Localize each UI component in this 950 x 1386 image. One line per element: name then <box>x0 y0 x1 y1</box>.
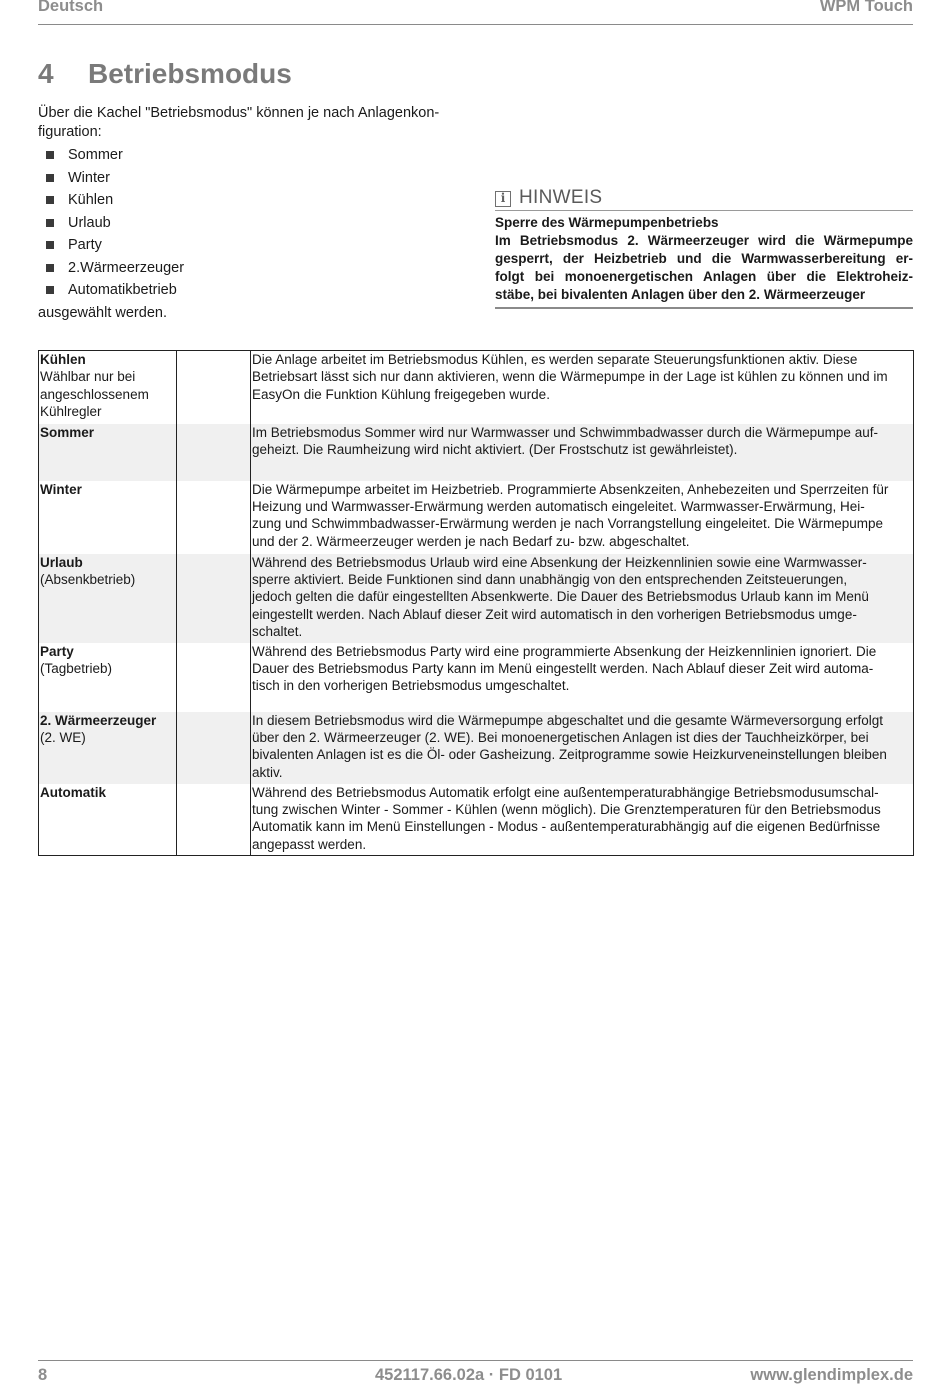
list-item: Winter <box>44 169 184 192</box>
hinweis-note <box>495 188 913 309</box>
empty-cell <box>177 712 251 784</box>
empty-cell <box>177 351 251 424</box>
mode-description: Während des Betriebsmodus Automatik erfolgt eine außentemperaturabhängige Betriebsmodusumschal- tung zwischen Winter - Sommer - Kühlen (wenn möglich). Die Grenztemperaturen für den Betriebsmodus Automatik kann im Menü Einstellungen - Modus - außentemperaturabhängig auf die eigenen Bedürfnisse angepasst werden. <box>251 784 914 856</box>
bullet-square-icon <box>46 264 54 272</box>
mode-description: Während des Betriebsmodus Urlaub wird eine Absenkung der Heizkennlinien sowie eine Warmwasser- sperre aktiviert. Beide Funktionen sind dann unabhängig von den entsprechenden Zeitsteuerungen, jedoch gelten die dafür eingestellten Absenkwerte. Die Dauer des Betriebsmodus Urlaub kann im Menü eingestellt werden. Nach Ablauf dieser Zeit wird automatisch in den vorherigen Betriebsmodus umge- schaltet. <box>251 554 914 643</box>
list-item: Sommer <box>44 146 184 169</box>
empty-cell <box>177 481 251 554</box>
bullet-square-icon <box>46 151 54 159</box>
mode-name: Urlaub <box>40 554 83 570</box>
table-row <box>39 351 914 424</box>
note-heading: Sperre des Wärmepumpenbetriebs <box>495 215 719 230</box>
intro-paragraph <box>38 104 463 142</box>
note-line: Im Betriebsmodus 2. Wärmeerzeuger wird die Wärmepumpe <box>495 233 913 248</box>
empty-cell <box>177 643 251 712</box>
bullet-square-icon <box>46 219 54 227</box>
mode-name: Winter <box>40 481 82 497</box>
bullet-square-icon <box>46 174 54 182</box>
intro-closing: ausgewählt werden. <box>38 305 167 321</box>
note-line: gesperrt, der Heizbetrieb und die Warmwasserbereitung er- <box>495 251 913 266</box>
mode-name: Kühlen <box>40 352 86 367</box>
list-item: Automatikbetrieb <box>44 281 184 304</box>
table-row <box>39 481 914 554</box>
note-line: stäbe, bei bivalenten Anlagen über den 2. Wärmeerzeuger <box>495 287 866 302</box>
note-header <box>495 188 913 211</box>
note-line: folgt bei monoenergetischen Anlagen über die Elektroheiz- <box>495 269 913 284</box>
header-product: WPM Touch <box>819 0 913 15</box>
mode-description: Die Wärmepumpe arbeitet im Heizbetrieb. Programmierte Absenkzeiten, Anhebezeiten und Sperrzeiten für Heizung und Warmwasser-Erwärmung werden automatisch eingeleitet. Warmwasser-Erwärmung, Hei- zung und Schwimmbadwasser-Erwärmung werden je nach Vorrangstellung eingeleitet. Die Wärmepumpe und der 2. Wärmeerzeuger werden je nach Bedarf zu- bzw. abgeschaltet. <box>251 481 914 554</box>
list-item: Party <box>44 236 184 259</box>
chapter-number: 4 <box>38 58 54 89</box>
mode-list <box>44 146 184 304</box>
intro-line-2: figuration: <box>38 124 102 140</box>
empty-cell <box>177 424 251 481</box>
bullet-square-icon <box>46 241 54 249</box>
mode-name-cell: Kühlen Wählbar nur bei angeschlossenem Kühlregler <box>39 351 177 424</box>
table-row <box>39 424 914 481</box>
mode-name: Sommer <box>40 424 95 440</box>
document-id: 452117.66.02a · FD 0101 <box>375 1366 563 1384</box>
mode-name-cell <box>39 481 177 554</box>
note-label: HINWEIS <box>519 187 603 208</box>
mode-name-cell: Urlaub (Absenkbetrieb) <box>39 554 177 643</box>
table-row <box>39 784 914 856</box>
bullet-square-icon <box>46 286 54 294</box>
mode-description: Während des Betriebsmodus Party wird eine programmierte Absenkung der Heizkennlinien ignoriert. Die Dauer des Betriebsmodus Party kann im Menü eingestellt werden. Nach Ablauf dieser Zeit wird automa- tisch in den vorherigen Betriebsmodus umgeschaltet. <box>251 643 914 712</box>
table-row <box>39 643 914 712</box>
bullet-square-icon <box>46 196 54 204</box>
modes-table <box>38 350 914 856</box>
mode-description: Im Betriebsmodus Sommer wird nur Warmwasser und Schwimmbadwasser durch die Wärmepumpe auf- geheizt. Die Raumheizung wird nicht aktiviert. (Der Frostschutz ist gewährleistet). <box>251 424 914 481</box>
list-item: 2.Wärmeerzeuger <box>44 259 184 282</box>
mode-description: Die Anlage arbeitet im Betriebsmodus Kühlen, es werden separate Steuerungsfunktionen aktiv. Diese Betriebsart lässt sich nur dann aktivieren, wenn die Wärmepumpe in der Lage ist kühlen zu können und im EasyOn die Funktion Kühlung freigegeben wurde. <box>251 351 914 424</box>
mode-name: Automatik <box>40 784 107 800</box>
mode-name: 2. Wärmeerzeuger <box>40 712 157 728</box>
mode-name-cell: 2. Wärmeerzeuger (2. WE) <box>39 712 177 784</box>
note-body <box>495 211 913 309</box>
page-header <box>38 0 913 25</box>
page-footer <box>38 1360 913 1386</box>
chapter-title: Betriebsmodus <box>88 58 292 89</box>
mode-name: Party <box>40 643 74 659</box>
empty-cell <box>177 554 251 643</box>
mode-description: In diesem Betriebsmodus wird die Wärmepumpe abgeschaltet und die gesamte Wärmeversorgung erfolgt über den 2. Wärmeerzeuger (2. WE). Bei monoenergetischen Anlagen ist dies der Tauchheizkörper, bei bivalenten Anlagen ist es die Öl- oder Gasheizung. Zeitprogramme sowie Heizkurveneinstellungen bleiben aktiv. <box>251 712 914 784</box>
info-icon: i <box>495 191 511 207</box>
mode-name-cell <box>39 424 177 481</box>
website-url: www.glendimplex.de <box>750 1366 913 1384</box>
page-number: 8 <box>38 1366 48 1384</box>
list-item: Urlaub <box>44 214 184 237</box>
list-item: Kühlen <box>44 191 184 214</box>
table-row <box>39 712 914 784</box>
mode-name-cell: Party (Tagbetrieb) <box>39 643 177 712</box>
header-language: Deutsch <box>38 0 104 15</box>
chapter-heading <box>38 58 292 90</box>
intro-line-1: Über die Kachel "Betriebsmodus" können je nach Anlagenkon- <box>38 105 440 121</box>
mode-name-cell <box>39 784 177 856</box>
table-row <box>39 554 914 643</box>
empty-cell <box>177 784 251 856</box>
